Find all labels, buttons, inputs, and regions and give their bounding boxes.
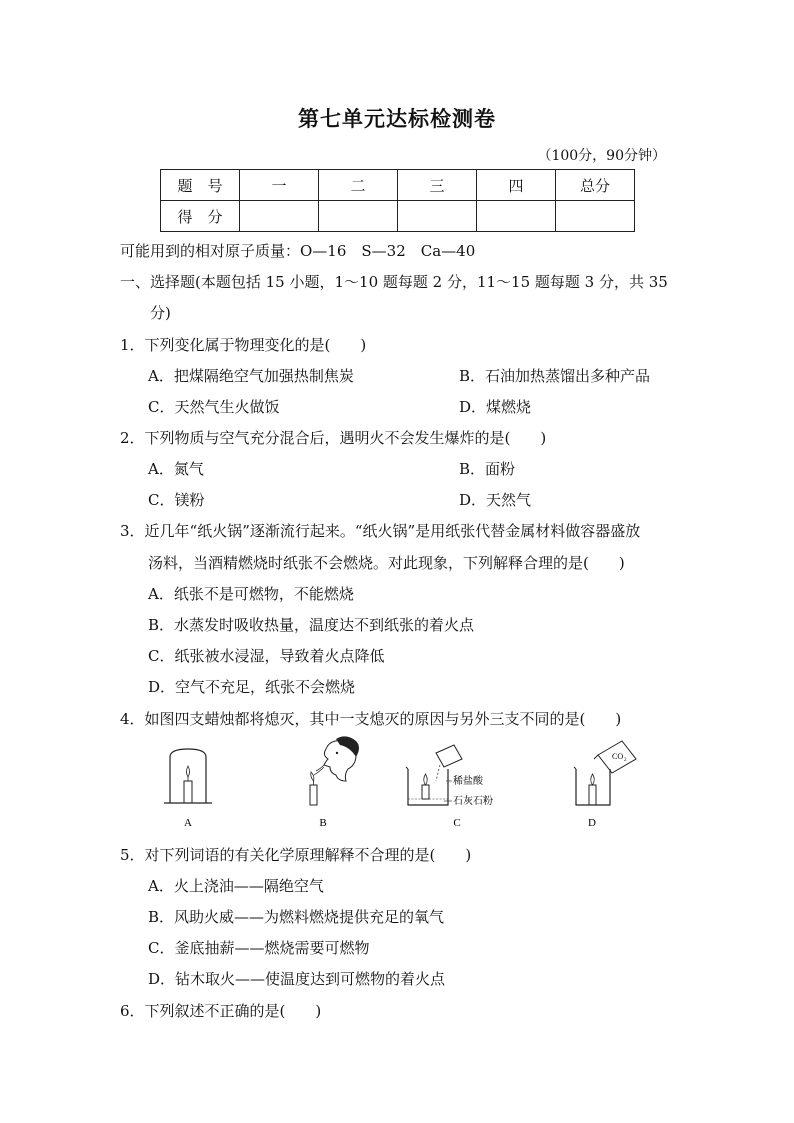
page-title: 第七单元达标检测卷 xyxy=(298,106,496,131)
question-3-option-a: A．纸张不是可燃物，不能燃烧 xyxy=(148,585,354,603)
question-1-option-a: A．把煤隔绝空气加强热制焦炭 xyxy=(148,367,354,385)
section-1-heading-cont: 分) xyxy=(150,304,171,322)
figure-d-co2-label: CO xyxy=(612,752,624,761)
exam-timing: （100分，90分钟） xyxy=(537,148,666,164)
question-5-option-d: D．钻木取火——使温度达到可燃物的着火点 xyxy=(148,970,446,988)
question-3-option-b: B．水蒸发时吸收热量，温度达不到纸张的着火点 xyxy=(148,616,475,634)
score-header-part-1: 一 xyxy=(240,170,319,201)
score-row-label: 得 分 xyxy=(161,201,240,232)
question-2-stem: 2．下列物质与空气充分混合后，遇明火不会发生爆炸的是( ) xyxy=(120,429,547,447)
question-5-option-b: B．风助火威——为燃料燃烧提供充足的氧气 xyxy=(148,908,445,926)
score-cell-part-2 xyxy=(319,201,398,232)
question-5-option-a: A．火上浇油——隔绝空气 xyxy=(148,877,324,895)
atomic-mass-note: 可能用到的相对原子质量：O—16 S—32 Ca—40 xyxy=(120,242,476,260)
figure-d-co2-subscript: 2 xyxy=(624,758,627,763)
figure-d-co2-pour xyxy=(574,741,636,805)
score-cell-part-1 xyxy=(240,201,319,232)
question-3-option-c: C．纸张被水浸湿，导致着火点降低 xyxy=(148,647,385,665)
question-1-stem: 1．下列变化属于物理变化的是( ) xyxy=(120,336,367,354)
score-cell-total xyxy=(556,201,635,232)
score-table xyxy=(160,169,635,232)
question-3-stem: 3．近几年“纸火锅”逐渐流行起来。“纸火锅”是用纸张代替金属材料做容器盛放 xyxy=(120,522,641,540)
candle-figure xyxy=(150,735,650,835)
score-header-part-4: 四 xyxy=(477,170,556,201)
score-cell-part-4 xyxy=(477,201,556,232)
question-2-option-b: B．面粉 xyxy=(459,460,516,478)
score-header-total: 总分 xyxy=(556,170,635,201)
figure-c-label: C xyxy=(453,817,461,829)
score-cell-part-3 xyxy=(398,201,477,232)
figure-b-blowing-candle xyxy=(310,736,359,805)
question-2-option-d: D．天然气 xyxy=(459,491,532,509)
score-header-part-3: 三 xyxy=(398,170,477,201)
question-5-option-c: C．釜底抽薪——燃烧需要可燃物 xyxy=(148,939,370,957)
figure-d-label: D xyxy=(588,817,596,829)
question-5-stem: 5．对下列词语的有关化学原理解释不合理的是( ) xyxy=(120,846,472,864)
figure-b-label: B xyxy=(319,817,327,829)
section-1-heading: 一、选择题(本题包括 15 小题，1～10 题每题 2 分，11～15 题每题 3 分，共 35 xyxy=(120,273,668,291)
score-header-label: 题 号 xyxy=(161,170,240,201)
question-1-option-d: D．煤燃烧 xyxy=(459,398,532,416)
score-table-score-row xyxy=(161,201,635,232)
question-3-stem-cont: 汤料，当酒精燃烧时纸张不会燃烧。对此现象，下列解释合理的是( ) xyxy=(148,554,625,572)
question-2-option-c: C．镁粉 xyxy=(148,491,205,509)
question-6-stem: 6．下列叙述不正确的是( ) xyxy=(120,1002,322,1020)
question-1-option-b: B．石油加热蒸馏出多种产品 xyxy=(459,367,651,385)
figure-a-label: A xyxy=(184,817,192,829)
question-1-option-c: C．天然气生火做饭 xyxy=(148,398,280,416)
question-3-option-d: D．空气不充足，纸张不会燃烧 xyxy=(148,678,356,696)
question-4-stem: 4．如图四支蜡烛都将熄灭，其中一支熄灭的原因与另外三支不同的是( ) xyxy=(120,710,622,728)
figure-a-bell-jar-candle xyxy=(164,749,212,803)
score-header-part-2: 二 xyxy=(319,170,398,201)
figure-c-limestone-label: 石灰石粉 xyxy=(453,796,493,807)
score-table-header-row xyxy=(161,170,635,201)
figure-c-acid-label: 稀盐酸 xyxy=(453,776,483,787)
question-2-option-a: A．氮气 xyxy=(148,460,204,478)
